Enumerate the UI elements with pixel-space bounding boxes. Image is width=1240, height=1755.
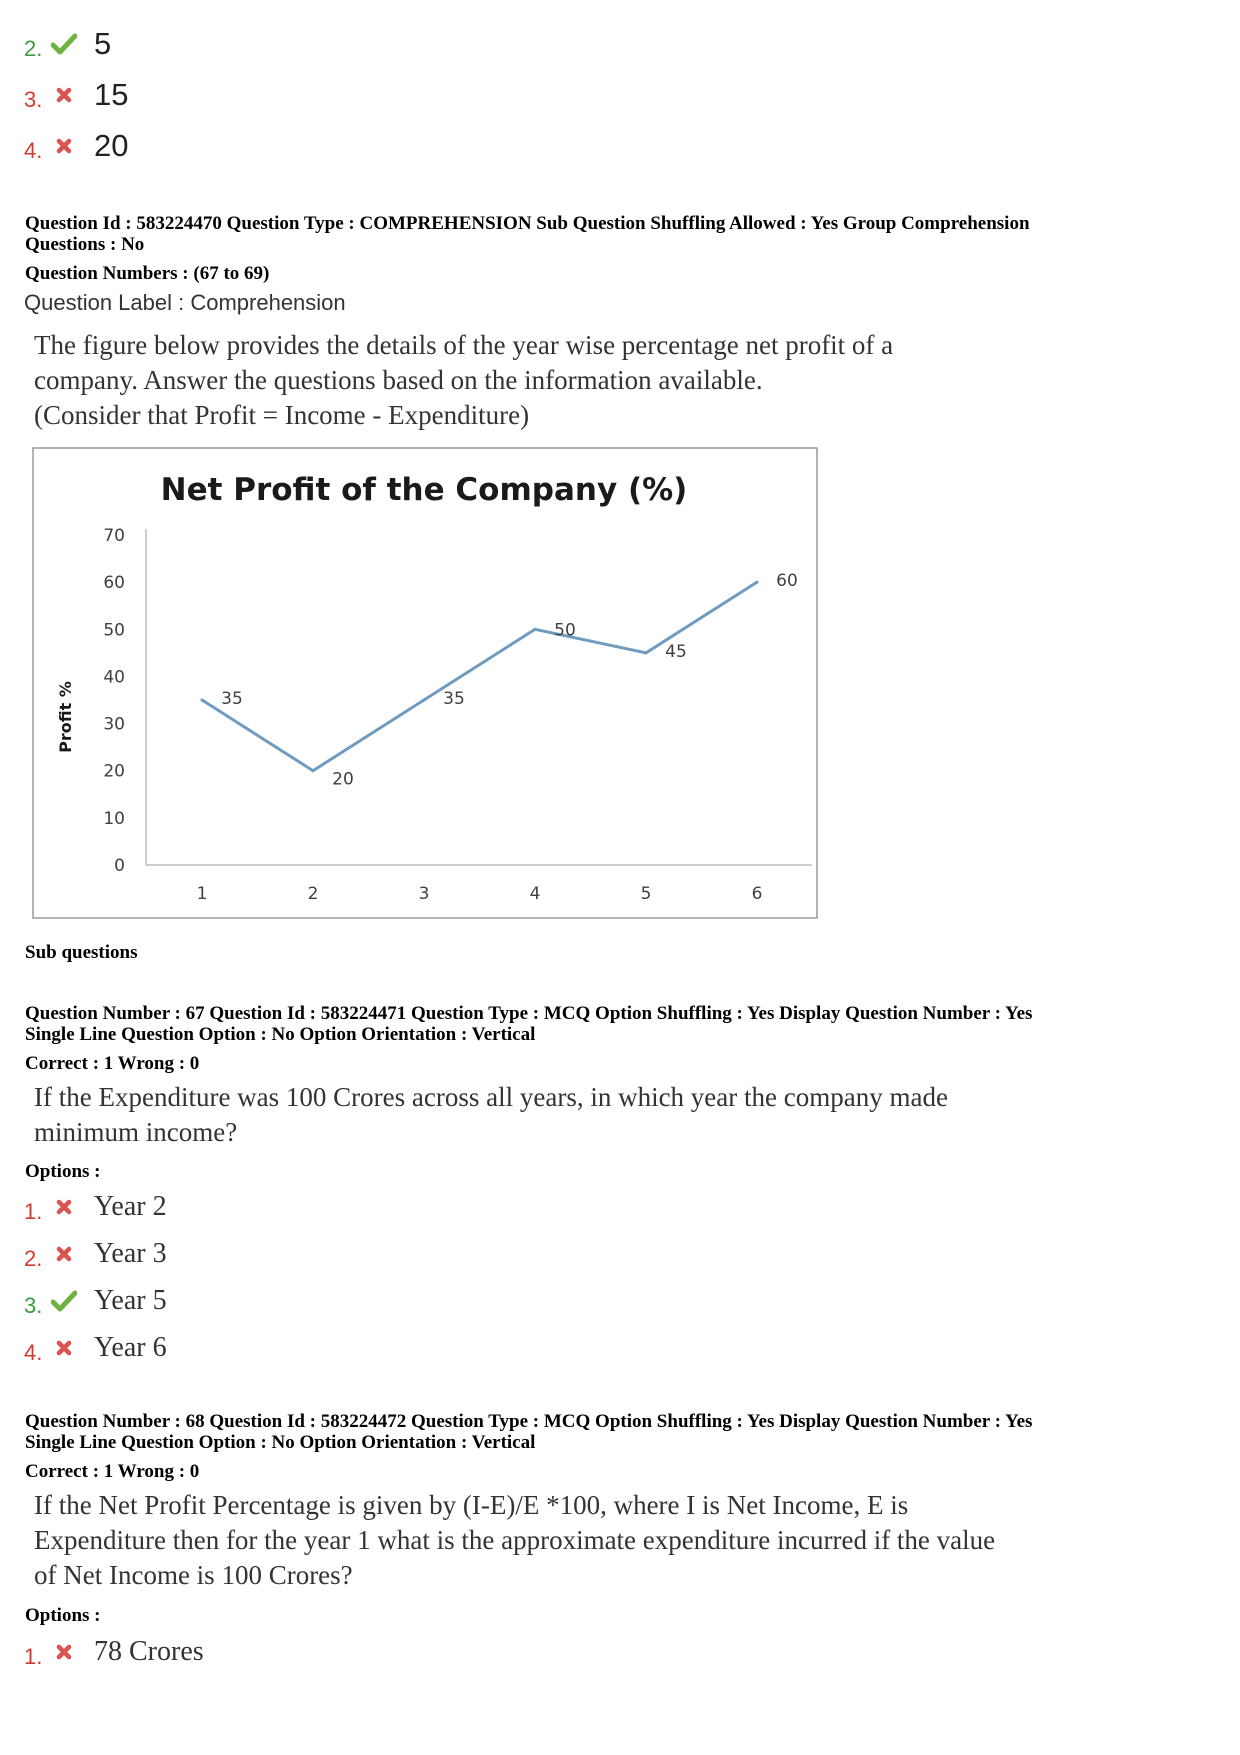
data-point (423, 699, 426, 702)
q68-meta-line1: Question Number : 68 Question Id : 583224472 Question Type : MCQ Option Shuffling : Yes Display Question Number : Yes (25, 1411, 1033, 1432)
cross-icon (50, 132, 78, 160)
q68-meta-line2: Single Line Question Option : No Option Orientation : Vertical (25, 1432, 536, 1453)
y-tick-label: 40 (103, 667, 125, 688)
option-number: 1. (24, 1644, 43, 1669)
top-option-4 (24, 124, 128, 168)
q67-options-label: Options : (25, 1161, 101, 1182)
data-point (201, 699, 204, 702)
check-icon (50, 30, 78, 58)
q67-option-1[interactable] (24, 1185, 167, 1229)
data-label: 35 (443, 689, 465, 709)
data-label: 20 (332, 769, 354, 790)
option-number: 2. (24, 1246, 43, 1271)
data-label: 50 (554, 620, 576, 641)
sub-questions-heading: Sub questions (25, 942, 138, 963)
option-text: Year 3 (94, 1238, 167, 1269)
comprehension-text (34, 328, 1184, 433)
net-profit-chart (32, 447, 818, 919)
y-tick-label: 50 (103, 620, 125, 641)
option-number: 4. (24, 1340, 43, 1365)
x-tick-label: 4 (529, 884, 541, 904)
question-numbers: Question Numbers : (67 to 69) (25, 263, 270, 284)
q68-option-1[interactable] (24, 1630, 204, 1674)
option-number: 2. (24, 36, 43, 61)
q68-options-label: Options : (25, 1605, 101, 1626)
q67-option-4[interactable] (24, 1326, 167, 1370)
cross-icon (50, 1240, 78, 1268)
q67-option-3[interactable] (24, 1279, 167, 1323)
question-label: Question Label : Comprehension (24, 290, 346, 315)
q68-text-line: If the Net Profit Percentage is given by (I-E)/E *100, where I is Net Income, E is (34, 1490, 909, 1520)
comprehension-meta (25, 213, 1205, 255)
comprehension-text-line: company. Answer the questions based on the information available. (34, 365, 763, 395)
q67-marks: Correct : 1 Wrong : 0 (25, 1053, 200, 1074)
data-point (645, 651, 648, 654)
x-tick-label: 1 (196, 884, 208, 904)
y-tick-label: 20 (103, 761, 125, 782)
comprehension-meta-line1: Question Id : 583224470 Question Type : COMPREHENSION Sub Question Shuffling Allowed : Yes Group Comprehension (25, 213, 1030, 234)
comprehension-meta-line2: Questions : No (25, 234, 145, 255)
q67-option-2[interactable] (24, 1232, 167, 1276)
data-label: 45 (665, 641, 687, 662)
option-text: 78 Crores (94, 1636, 204, 1667)
chart-frame (33, 448, 817, 918)
x-tick-label: 2 (307, 884, 319, 904)
chart-title: Net Profit of the Company (%) (160, 472, 688, 508)
y-tick-label: 30 (103, 714, 125, 735)
q67-text-line: minimum income? (34, 1117, 238, 1147)
q67-meta-line1: Question Number : 67 Question Id : 583224471 Question Type : MCQ Option Shuffling : Yes Display Question Number : Yes (25, 1003, 1033, 1024)
option-text: 20 (94, 128, 129, 163)
cross-icon (50, 1334, 78, 1362)
option-text: Year 6 (94, 1332, 167, 1363)
y-tick-label: 0 (114, 856, 125, 876)
x-tick-label: 6 (751, 884, 763, 904)
data-point (312, 769, 315, 772)
data-label: 60 (776, 571, 798, 592)
cross-icon (50, 81, 78, 109)
data-point (534, 628, 537, 631)
q68-meta (25, 1411, 1205, 1453)
y-tick-label: 60 (103, 573, 125, 594)
q68-text (34, 1488, 1184, 1593)
option-text: Year 2 (94, 1191, 167, 1222)
option-number: 1. (24, 1199, 43, 1224)
cross-icon (50, 1638, 78, 1666)
cross-icon (50, 1193, 78, 1221)
top-option-3 (24, 73, 128, 117)
x-tick-label: 5 (640, 884, 652, 904)
data-point (756, 581, 759, 584)
x-tick-label: 3 (418, 884, 430, 904)
option-text: 5 (94, 26, 112, 61)
comprehension-text-line: The figure below provides the details of the year wise percentage net profit of a (34, 330, 894, 360)
q68-text-line: Expenditure then for the year 1 what is the approximate expenditure incurred if the value (34, 1525, 996, 1555)
q67-meta (25, 1003, 1205, 1045)
option-text: 15 (94, 77, 129, 112)
y-axis-label: Profit % (56, 681, 75, 753)
option-number: 3. (24, 1293, 43, 1318)
top-option-2 (24, 22, 111, 66)
q68-marks: Correct : 1 Wrong : 0 (25, 1461, 200, 1482)
q67-text (34, 1080, 1184, 1150)
y-tick-label: 10 (103, 808, 125, 829)
option-number: 4. (24, 138, 43, 163)
comprehension-text-line: (Consider that Profit = Income - Expenditure) (34, 400, 530, 430)
q67-text-line: If the Expenditure was 100 Crores across all years, in which year the company made (34, 1082, 948, 1112)
option-text: Year 5 (94, 1285, 167, 1316)
data-label: 35 (221, 689, 243, 709)
y-tick-label: 70 (103, 526, 125, 546)
q67-meta-line2: Single Line Question Option : No Option Orientation : Vertical (25, 1024, 536, 1045)
q68-text-line: of Net Income is 100 Crores? (34, 1560, 353, 1590)
option-number: 3. (24, 87, 43, 112)
check-icon (50, 1287, 78, 1315)
